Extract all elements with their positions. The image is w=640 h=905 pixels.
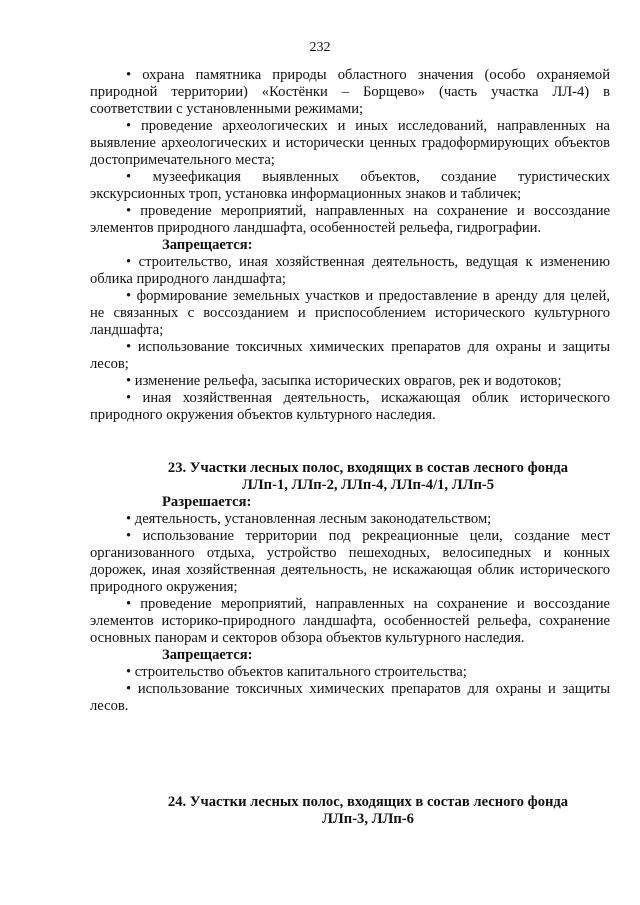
list-item: • использование территории под рекреационные цели, создание мест организованного отдыха, устройство пешеходных, велосипедных и конных дорожек, иная хозяйственная деятельность, не искажающая облик исторического природного окружения;	[90, 528, 610, 596]
page-number: 232	[309, 40, 331, 55]
list-item: • охрана памятника природы областного значения (особо охраняемой природной территории) «Костёнки – Борщево» (часть участка ЛЛ-4) в соответствии с установленными режимами;	[90, 67, 610, 118]
list-item: • иная хозяйственная деятельность, искажающая облик исторического природного окружения объектов культурного наследия.	[90, 390, 610, 424]
list-item: • строительство объектов капитального строительства;	[90, 664, 610, 681]
list-item: • деятельность, установленная лесным законодательством;	[90, 511, 610, 528]
list-item: • использование токсичных химических препаратов для охраны и защиты лесов.	[90, 681, 610, 715]
section-subtitle: ЛЛп-3, ЛЛп-6	[322, 811, 414, 827]
list-item: • изменение рельефа, засыпка исторических оврагов, рек и водотоков;	[90, 373, 610, 390]
section-24	[90, 794, 610, 828]
section-title: 24. Участки лесных полос, входящих в состав лесного фонда	[167, 794, 569, 810]
list-item: • проведение мероприятий, направленных на сохранение и воссоздание элементов историко-природного ландшафта, особенностей рельефа, сохранение основных панорам и секторов обзора объектов культурного наследия.	[90, 596, 610, 647]
list-item: • проведение мероприятий, направленных на сохранение и воссоздание элементов природного ландшафта, особенностей рельефа, гидрографии.	[90, 203, 610, 237]
prohibited-heading: Запрещается:	[162, 237, 253, 253]
prohibited-heading: Запрещается:	[162, 647, 253, 663]
allowed-heading: Разрешается:	[162, 494, 252, 510]
list-item: • формирование земельных участков и предоставление в аренду для целей, не связанных с воссозданием и приспособлением исторического культурного ландшафта;	[90, 288, 610, 339]
list-item: • строительство, иная хозяйственная деятельность, ведущая к изменению облика природного ландшафта;	[90, 254, 610, 288]
list-item: • использование токсичных химических препаратов для охраны и защиты лесов;	[90, 339, 610, 373]
section-22-continuation	[90, 67, 610, 424]
list-item: • музеефикация выявленных объектов, создание туристических экскурсионных троп, установка информационных знаков и табличек;	[90, 169, 610, 203]
section-title: 23. Участки лесных полос, входящих в состав лесного фонда	[167, 460, 569, 476]
section-23	[90, 460, 610, 715]
list-item: • проведение археологических и иных исследований, направленных на выявление археологических и исторически ценных градоформирующих объектов достопримечательного места;	[90, 118, 610, 169]
section-subtitle: ЛЛп-1, ЛЛп-2, ЛЛп-4, ЛЛп-4/1, ЛЛп-5	[241, 477, 495, 493]
